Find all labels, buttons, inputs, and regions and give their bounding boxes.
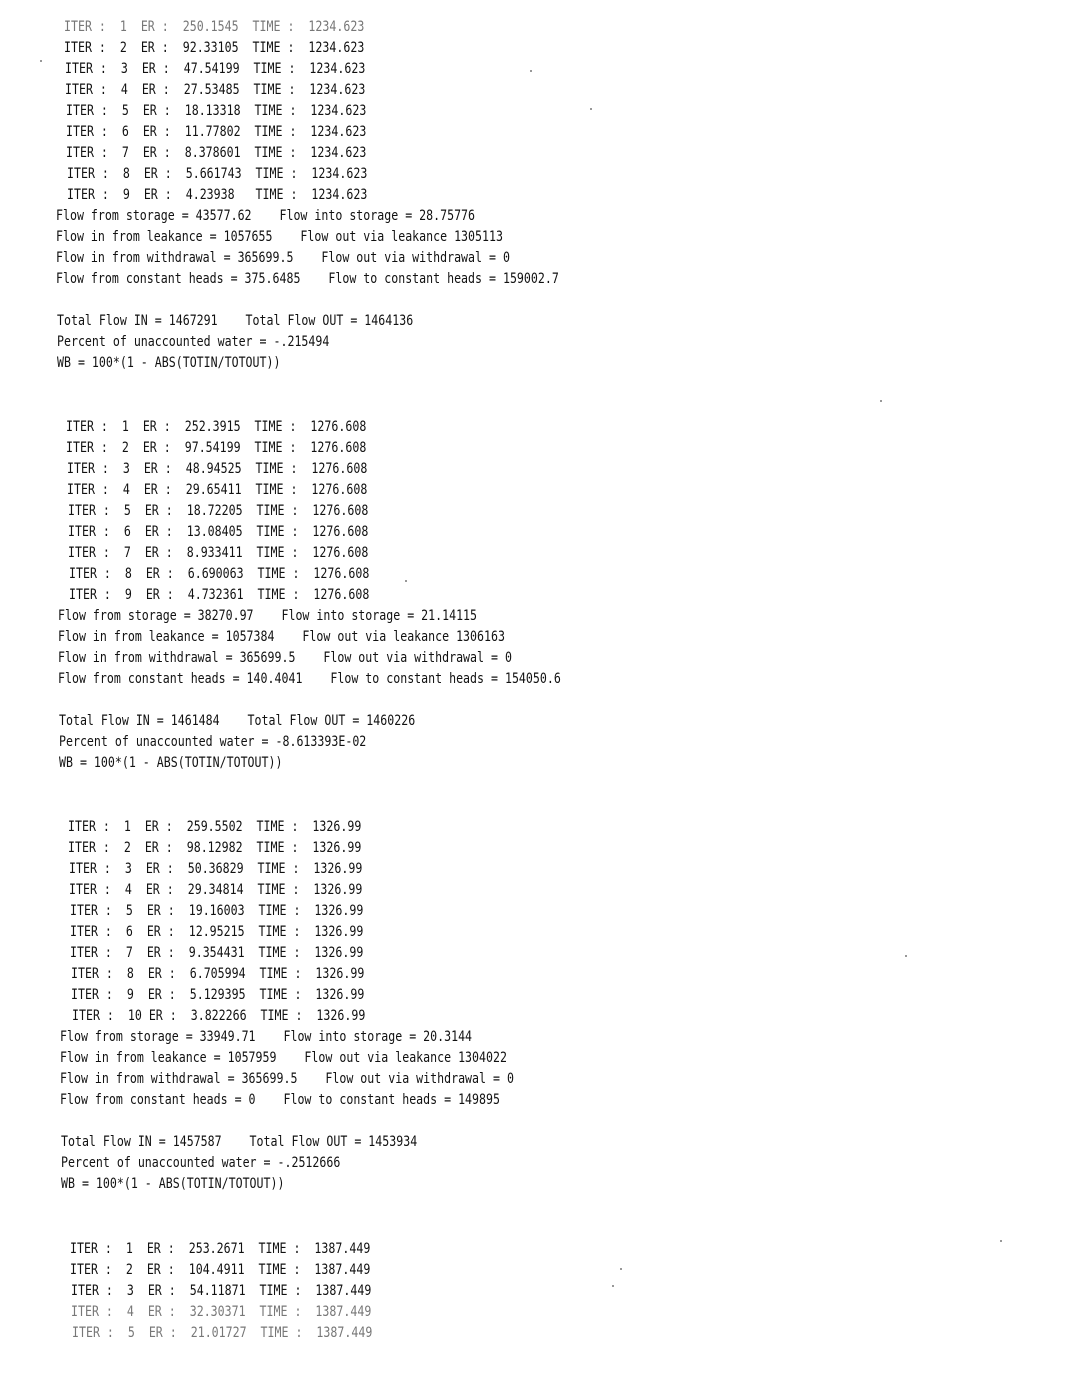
iteration-line: ITER : 7 ER : 8.378601 TIME : 1234.623: [66, 145, 367, 161]
iteration-line: ITER : 4 ER : 29.65411 TIME : 1276.608: [67, 482, 368, 498]
flow-line: Flow in from withdrawal = 365699.5 Flow out via withdrawal = 0: [58, 650, 512, 666]
iteration-line: ITER : 6 ER : 13.08405 TIME : 1276.608: [68, 524, 369, 540]
iteration-line: ITER : 4 ER : 32.30371 TIME : 1387.449: [71, 1304, 372, 1320]
iteration-line: ITER : 7 ER : 8.933411 TIME : 1276.608: [68, 545, 369, 561]
iteration-line: ITER : 1 ER : 252.3915 TIME : 1276.608: [66, 419, 367, 435]
iteration-line: ITER : 2 ER : 104.4911 TIME : 1387.449: [70, 1262, 371, 1278]
iteration-line: ITER : 3 ER : 54.11871 TIME : 1387.449: [70, 1283, 372, 1299]
flow-line: Flow in from withdrawal = 365699.5 Flow out via withdrawal = 0: [60, 1071, 514, 1087]
iteration-line: ITER : 9 ER : 5.129395 TIME : 1326.99: [71, 987, 365, 1003]
scan-speck: [620, 1268, 622, 1270]
iteration-line: ITER : 2 ER : 98.12982 TIME : 1326.99: [68, 840, 362, 856]
scan-speck: [612, 1285, 614, 1287]
iteration-line: ITER : 3 ER : 48.94525 TIME : 1276.608: [66, 461, 368, 477]
flow-line: Flow from constant heads = 0 Flow to constant heads = 149895: [60, 1092, 500, 1108]
flow-line: Flow from storage = 38270.97 Flow into storage = 21.14115: [58, 608, 478, 624]
iteration-line: ITER : 8 ER : 6.705994 TIME : 1326.99: [70, 966, 365, 982]
flow-line: Flow from constant heads = 375.6485 Flow to constant heads = 159002.7: [56, 271, 559, 287]
percent-unaccounted-line: Percent of unaccounted water = -.2512666: [61, 1155, 341, 1171]
water-balance-formula: WB = 100*(1 - ABS(TOTIN/TOTOUT)): [57, 355, 281, 371]
iteration-line: ITER : 1 ER : 250.1545 TIME : 1234.623: [64, 19, 365, 35]
flow-line: Flow in from withdrawal = 365699.5 Flow out via withdrawal = 0: [56, 250, 510, 266]
iteration-line: ITER : 4 ER : 29.34814 TIME : 1326.99: [69, 882, 363, 898]
water-balance-formula: WB = 100*(1 - ABS(TOTIN/TOTOUT)): [59, 755, 283, 771]
iteration-line: ITER : 3 ER : 47.54199 TIME : 1234.623: [64, 61, 366, 77]
flow-line: Flow in from leakance = 1057959 Flow out via leakance 1304022: [60, 1050, 507, 1066]
iteration-line: ITER : 9 ER : 4.732361 TIME : 1276.608: [69, 587, 370, 603]
iteration-line: ITER : 8 ER : 6.690063 TIME : 1276.608: [68, 566, 370, 582]
iteration-line: ITER : 5 ER : 18.72205 TIME : 1276.608: [67, 503, 368, 519]
flow-line: Flow from storage = 43577.62 Flow into storage = 28.75776: [56, 208, 476, 224]
iteration-line: ITER : 1 ER : 253.2671 TIME : 1387.449: [70, 1241, 371, 1257]
percent-unaccounted-line: Percent of unaccounted water = -8.613393E-02: [59, 734, 367, 750]
flow-line: Flow in from leakance = 1057655 Flow out via leakance 1305113: [56, 229, 503, 245]
scan-speck: [530, 70, 532, 72]
iteration-line: ITER : 2 ER : 92.33105 TIME : 1234.623: [64, 40, 365, 56]
total-flow-line: Total Flow IN = 1457587 Total Flow OUT = 1453934: [61, 1134, 418, 1150]
scan-speck: [405, 580, 407, 582]
iteration-line: ITER : 6 ER : 11.77802 TIME : 1234.623: [66, 124, 367, 140]
iteration-line: ITER : 3 ER : 50.36829 TIME : 1326.99: [68, 861, 363, 877]
flow-line: Flow from storage = 33949.71 Flow into storage = 20.3144: [60, 1029, 473, 1045]
flow-line: Flow from constant heads = 140.4041 Flow to constant heads = 154050.6: [58, 671, 561, 687]
iteration-line: ITER : 8 ER : 5.661743 TIME : 1234.623: [66, 166, 368, 182]
iteration-line: ITER : 7 ER : 9.354431 TIME : 1326.99: [70, 945, 364, 961]
percent-unaccounted-line: Percent of unaccounted water = -.215494: [57, 334, 330, 350]
iteration-line: ITER : 1 ER : 259.5502 TIME : 1326.99: [68, 819, 362, 835]
iteration-line: ITER : 6 ER : 12.95215 TIME : 1326.99: [70, 924, 364, 940]
scan-speck: [880, 400, 882, 402]
iteration-line: ITER : 5 ER : 21.01727 TIME : 1387.449: [71, 1325, 372, 1341]
iteration-line: ITER : 2 ER : 97.54199 TIME : 1276.608: [66, 440, 367, 456]
scan-speck: [1000, 1240, 1002, 1242]
iteration-line: ITER : 5 ER : 19.16003 TIME : 1326.99: [69, 903, 363, 919]
iteration-line: ITER : 10 ER : 3.822266 TIME : 1326.99: [71, 1008, 365, 1024]
total-flow-line: Total Flow IN = 1461484 Total Flow OUT = 1460226: [59, 713, 416, 729]
scan-speck: [590, 108, 592, 110]
scan-speck: [40, 60, 42, 62]
total-flow-line: Total Flow IN = 1467291 Total Flow OUT = 1464136: [57, 313, 414, 329]
water-balance-formula: WB = 100*(1 - ABS(TOTIN/TOTOUT)): [61, 1176, 285, 1192]
iteration-line: ITER : 9 ER : 4.23938 TIME : 1234.623: [67, 187, 368, 203]
flow-line: Flow in from leakance = 1057384 Flow out via leakance 1306163: [58, 629, 505, 645]
iteration-line: ITER : 5 ER : 18.13318 TIME : 1234.623: [65, 103, 366, 119]
iteration-line: ITER : 4 ER : 27.53485 TIME : 1234.623: [65, 82, 366, 98]
scan-speck: [905, 955, 907, 957]
